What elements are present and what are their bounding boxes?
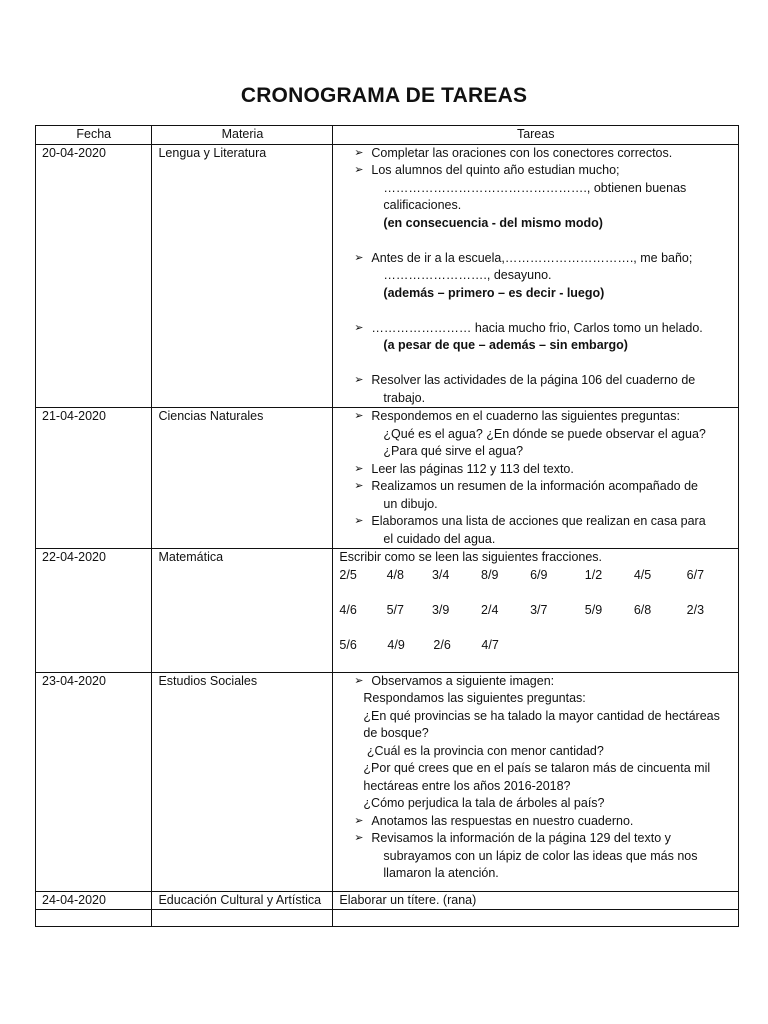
task-text: Resolver las actividades de la página 106 del cuaderno de [371, 373, 696, 387]
row-tasks [333, 549, 739, 673]
task-text: Completar las oraciones con los conectores correctos. [371, 145, 673, 160]
empty-cell [333, 910, 739, 927]
fraction-row-1 [339, 567, 732, 602]
table-row [36, 144, 739, 408]
question-text: de bosque? [363, 726, 429, 740]
connector-options: (además – primero – es decir - luego) [383, 285, 605, 300]
task-bullet [339, 513, 732, 531]
row-date: 22-04-2020 [36, 549, 152, 673]
header-fecha: Fecha [36, 126, 152, 145]
row-tasks [333, 144, 739, 408]
task-text: trabajo. [383, 390, 426, 405]
row-tasks [333, 408, 739, 549]
task-text: Revisamos la información de la página 129 del texto y [371, 831, 671, 845]
empty-row [36, 910, 739, 927]
fraction-item: 2/3 [686, 602, 705, 617]
question-text: ¿Cómo perjudica la tala de árboles al país? [363, 796, 605, 810]
task-bullet [339, 461, 732, 479]
fraction-item: 8/9 [481, 567, 499, 582]
question-text: ¿Para qué sirve el agua? [383, 444, 524, 458]
task-text: ……………………., desayuno. [383, 268, 552, 282]
task-bullet [339, 250, 732, 268]
task-bullet [339, 813, 732, 831]
row-subject: Lengua y Literatura [152, 144, 333, 408]
connector-options: (en consecuencia - del mismo modo) [383, 215, 603, 230]
task-text: un dibujo. [383, 496, 438, 511]
empty-cell [152, 910, 333, 927]
connector-options: (a pesar de que – además – sin embargo) [383, 338, 628, 352]
arrow-bullet-icon: ➢ [354, 321, 364, 334]
arrow-bullet-icon: ➢ [354, 515, 364, 527]
document-title: CRONOGRAMA DE TAREAS [240, 84, 528, 107]
task-bullet [339, 673, 732, 691]
row-date: 23-04-2020 [36, 672, 152, 891]
arrow-bullet-icon: ➢ [354, 832, 364, 844]
task-text: subrayamos con un lápiz de color las ideas que más nos [383, 848, 698, 863]
task-text: Leer las páginas 112 y 113 del texto. [371, 461, 574, 476]
question-text: ¿Cuál es la provincia con menor cantidad? [363, 743, 604, 758]
header-tareas: Tareas [333, 126, 739, 145]
schedule-table [35, 125, 739, 927]
task-bullet [339, 320, 732, 338]
row-subject: Estudios Sociales [152, 672, 333, 891]
question-text: ¿Qué es el agua? ¿En dónde se puede observar el agua? [383, 426, 706, 441]
fraction-item: 4/8 [386, 567, 404, 582]
table-row [36, 408, 739, 549]
row-subject: Matemática [152, 549, 333, 673]
fraction-item: 6/8 [633, 602, 652, 617]
table-row [36, 549, 739, 673]
header-materia: Materia [152, 126, 333, 145]
task-text: Elaboramos una lista de acciones que realizan en casa para [371, 514, 706, 528]
row-subject: Ciencias Naturales [152, 408, 333, 549]
fraction-item: 2/6 [433, 637, 451, 652]
fraction-item: 2/4 [481, 602, 499, 617]
fraction-row-2 [339, 602, 732, 637]
table-row [36, 891, 739, 910]
arrow-bullet-icon: ➢ [354, 146, 364, 159]
fraction-item: 3/7 [530, 602, 548, 617]
task-text: Anotamos las respuestas en nuestro cuaderno. [371, 813, 634, 828]
fraction-item: 5/7 [386, 602, 404, 617]
task-text: Realizamos un resumen de la información acompañado de [371, 479, 698, 493]
fraction-item: 3/4 [431, 567, 450, 582]
fraction-item: 4/7 [481, 637, 499, 652]
arrow-bullet-icon: ➢ [354, 410, 364, 422]
row-date: 24-04-2020 [36, 891, 152, 910]
arrow-bullet-icon: ➢ [354, 251, 364, 264]
fraction-item: 4/5 [633, 567, 652, 582]
arrow-bullet-icon: ➢ [354, 164, 364, 176]
fraction-item: 5/6 [339, 637, 357, 652]
question-text: hectáreas entre los años 2016-2018? [363, 778, 571, 793]
task-text: Respondamos las siguientes preguntas: [363, 691, 586, 705]
task-text: Antes de ir a la escuela,…………………………., me baño; [371, 250, 693, 265]
row-tasks: Elaborar un títere. (rana) [333, 891, 739, 910]
row-tasks [333, 672, 739, 891]
task-text: …………………… hacia mucho frio, Carlos tomo un helado. [371, 320, 703, 335]
task-bullet [339, 408, 732, 426]
fraction-item: 3/9 [431, 602, 450, 617]
task-bullet [339, 145, 732, 163]
arrow-bullet-icon: ➢ [354, 462, 364, 475]
question-text: ¿Por qué crees que en el país se talaron más de cincuenta mil [363, 761, 711, 775]
fraction-item: 4/9 [387, 637, 405, 652]
arrow-bullet-icon: ➢ [354, 814, 364, 827]
fraction-item: 4/6 [339, 602, 357, 617]
row-date: 20-04-2020 [36, 144, 152, 408]
task-bullet [339, 830, 732, 848]
fraction-item: 5/9 [584, 602, 603, 617]
row-subject: Educación Cultural y Artística [152, 891, 333, 910]
table-row [36, 672, 739, 891]
fraction-item: 2/5 [339, 567, 357, 582]
task-text: el cuidado del agua. [383, 531, 496, 546]
task-text: Respondemos en el cuaderno las siguientes preguntas: [371, 409, 680, 423]
fraction-item: 6/9 [530, 567, 548, 582]
task-bullet [339, 162, 732, 180]
task-text: Observamos a siguiente imagen: [371, 673, 555, 688]
arrow-bullet-icon: ➢ [354, 374, 364, 386]
task-text: Los alumnos del quinto año estudian mucho; [371, 163, 620, 177]
header-row [36, 126, 739, 145]
fraction-item: 6/7 [686, 567, 705, 582]
fraction-row-3 [339, 637, 732, 672]
task-text: calificaciones. [383, 198, 462, 212]
task-text: llamaron la atención. [383, 866, 499, 880]
task-text: Escribir como se leen las siguientes fracciones. [339, 550, 603, 564]
task-bullet [339, 372, 732, 390]
arrow-bullet-icon: ➢ [354, 480, 364, 492]
arrow-bullet-icon: ➢ [354, 674, 364, 687]
task-text: …………………………………………., obtienen buenas [383, 180, 687, 195]
row-date: 21-04-2020 [36, 408, 152, 549]
question-text: ¿En qué provincias se ha talado la mayor cantidad de hectáreas [363, 708, 720, 723]
fraction-item: 1/2 [584, 567, 603, 582]
task-bullet [339, 478, 732, 496]
empty-cell [36, 910, 152, 927]
